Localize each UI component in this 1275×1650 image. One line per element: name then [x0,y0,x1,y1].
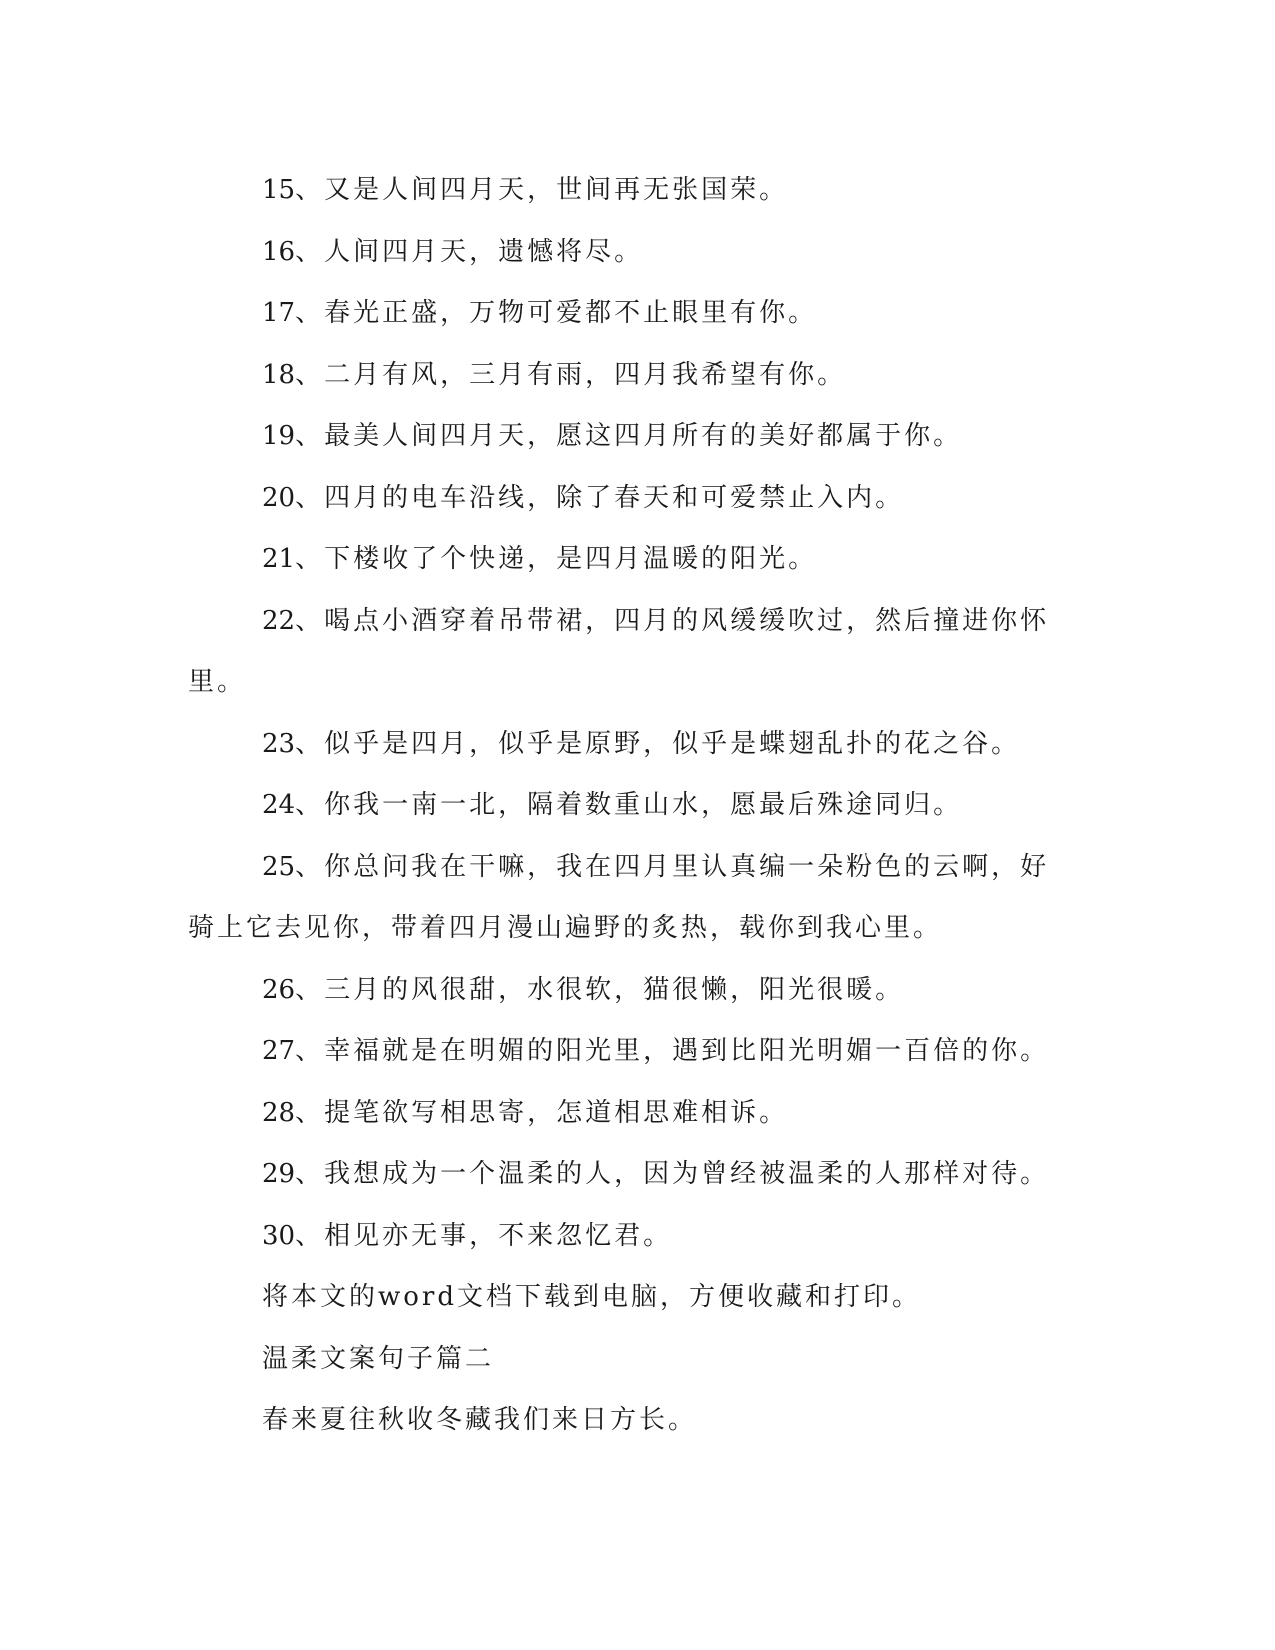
item-text: 将本文的word文档下载到电脑，方便收藏和打印。 [262,1282,921,1312]
item-text: 、人间四月天，遗憾将尽。 [295,236,644,267]
item-number: 30 [262,1220,296,1251]
item-number: 17 [262,298,296,328]
item-text: 、似乎是四月，似乎是原野，似乎是蝶翅乱扑的花之谷。 [295,728,1021,759]
download-note [188,1267,1068,1329]
item-number: 21 [262,544,296,574]
item-text: 、最美人间四月天，愿这四月所有的美好都属于你。 [295,421,963,451]
item-number: 28 [262,1097,296,1128]
list-item [188,1144,1068,1206]
item-number: 22 [262,605,296,636]
list-item [188,283,1068,345]
item-number: 15 [262,175,296,205]
list-item [188,160,1068,222]
list-item [188,406,1068,468]
list-item [188,529,1068,591]
item-text: 、我想成为一个温柔的人，因为曾经被温柔的人那样对待。 [295,1159,1050,1189]
item-text: 、幸福就是在明媚的阳光里，遇到比阳光明媚一百倍的你。 [295,1036,1050,1066]
item-text: 、你我一南一北，隔着数重山水，愿最后殊途同归。 [295,790,963,820]
item-text: 、下楼收了个快递，是四月温暖的阳光。 [295,544,818,574]
item-text: 、你总问我在干嘛，我在四月里认真编一朵粉色的云啊，好骑上它去见你，带着四月漫山遍野的炙热，载你到我心里。 [188,851,1050,943]
list-item [188,960,1068,1022]
list-item [188,775,1068,837]
list-item [188,1021,1068,1083]
item-text: 、春光正盛，万物可爱都不止眼里有你。 [295,298,818,328]
list-item [188,714,1068,776]
item-number: 18 [262,359,296,390]
item-text: 、相见亦无事，不来忽忆君。 [295,1220,673,1251]
item-text: 、四月的电车沿线，除了春天和可爱禁止入内。 [295,482,905,513]
item-number: 19 [262,421,296,451]
item-text: 春来夏往秋收冬藏我们来日方长。 [262,1405,698,1435]
list-item [188,1083,1068,1145]
list-item [188,837,1068,960]
item-number: 29 [262,1159,296,1189]
item-number: 20 [262,482,296,513]
item-number: 26 [262,974,296,1005]
list-item [188,468,1068,530]
document-body [188,160,1068,1452]
list-item [188,1390,1068,1452]
item-text: 、喝点小酒穿着吊带裙，四月的风缓缓吹过，然后撞进你怀里。 [188,605,1050,697]
item-number: 27 [262,1036,296,1066]
list-item [188,222,1068,284]
item-number: 16 [262,236,296,267]
list-item [188,591,1068,714]
item-number: 23 [262,728,296,759]
item-number: 24 [262,790,296,820]
item-text: 、二月有风，三月有雨，四月我希望有你。 [295,359,847,390]
list-item [188,345,1068,407]
item-number: 25 [262,851,296,882]
item-text: 温柔文案句子篇二 [262,1343,495,1374]
list-item [188,1206,1068,1268]
item-text: 、又是人间四月天，世间再无张国荣。 [295,175,789,205]
section-heading [188,1329,1068,1391]
item-text: 、三月的风很甜，水很软，猫很懒，阳光很暖。 [295,974,905,1005]
item-text: 、提笔欲写相思寄，怎道相思难相诉。 [295,1097,789,1128]
